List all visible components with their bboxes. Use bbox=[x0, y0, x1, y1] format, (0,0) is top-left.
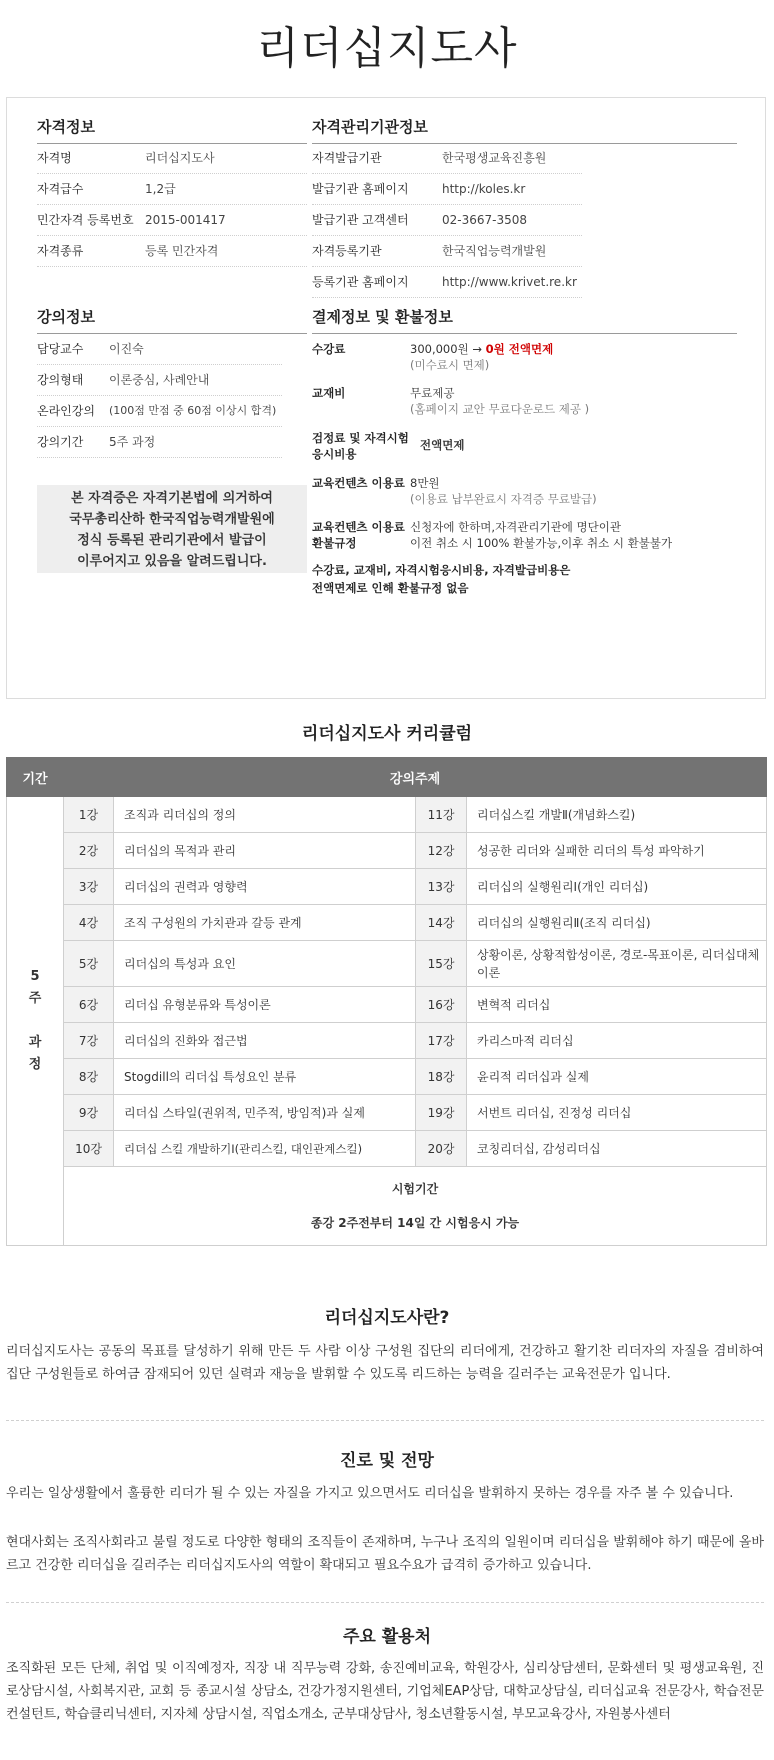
lesson-topic: 상황이론, 상황적합성이론, 경로-목표이론, 리더십대체이론 bbox=[467, 941, 767, 987]
refund-note bbox=[312, 561, 722, 597]
qual-row bbox=[37, 236, 307, 267]
lesson-number: 15강 bbox=[416, 941, 467, 987]
lesson-topic: 리더십 유형분류와 특성이론 bbox=[114, 987, 416, 1023]
lesson-number: 9강 bbox=[64, 1095, 114, 1131]
period-text: 주 bbox=[28, 991, 42, 1006]
org-row bbox=[312, 174, 582, 205]
lecture-row bbox=[37, 365, 282, 396]
career-title: 진로 및 전망 bbox=[340, 1451, 434, 1471]
lesson-number: 5강 bbox=[64, 941, 114, 987]
exam-row bbox=[7, 1167, 767, 1246]
curriculum-title: 리더십지도사 커리큘럼 bbox=[301, 724, 473, 744]
lecture-row bbox=[37, 334, 282, 365]
lesson-topic: 조직과 리더십의 정의 bbox=[114, 797, 416, 833]
period-cell bbox=[7, 797, 64, 1246]
payment-title: 결제정보 및 환불정보 bbox=[312, 306, 737, 334]
curriculum-table bbox=[6, 757, 767, 1246]
lesson-topic: 윤리적 리더십과 실제 bbox=[467, 1059, 767, 1095]
lesson-number: 18강 bbox=[416, 1059, 467, 1095]
refund-value: 신청자에 한하며,자격관리기관에 명단이관 bbox=[410, 520, 621, 534]
lecture-row-label: 강의형태 bbox=[37, 373, 84, 387]
qual-row-label: 민간자격 등록번호 bbox=[37, 213, 134, 227]
org-row-label: 발급기관 고객센터 bbox=[312, 213, 409, 227]
lesson-topic: 리더십스킬 개발Ⅱ(개념화스킬) bbox=[467, 797, 767, 833]
lesson-topic: 성공한 리더와 실패한 리더의 특성 파악하기 bbox=[467, 833, 767, 869]
usage-text: 조직화된 모든 단체, 취업 및 이직예정자, 직장 내 직무능력 강화, 송진예비교육, 학원강사, 심리상담센터, 문화센터 및 평생교육원, 진로상담시설, 사회복지관, 교회 등 종교시설 상담소, 건강가정지원센터, 기업체EAP상담, 대학교상담실, 리더십교육 전문강사, 학습전문컨설턴트, 학습클리닉센터, 지자체 상담시설, 직업소개소, 군부대상담사, 청소년활동시설, 부모교육강사, 자원봉사센터 bbox=[6, 1661, 764, 1722]
table-row bbox=[7, 905, 767, 941]
lesson-topic: 서번트 리더십, 진정성 리더십 bbox=[467, 1095, 767, 1131]
table-row bbox=[7, 987, 767, 1023]
table-row bbox=[7, 869, 767, 905]
textbook-label: 교재비 bbox=[312, 386, 346, 400]
career-text-1: 우리는 일상생활에서 훌륭한 리더가 될 수 있는 자질을 가지고 있으면서도 리더십을 발휘하지 못하는 경우를 자주 볼 수 있습니다. bbox=[6, 1486, 734, 1501]
lesson-number: 4강 bbox=[64, 905, 114, 941]
lecture-row bbox=[37, 396, 282, 427]
arrow-icon: → bbox=[472, 342, 482, 356]
textbook-sub: (홈페이지 교안 무료다운로드 제공 ) bbox=[410, 402, 590, 416]
lecture-row-value: (100점 만점 중 60점 이상시 합격) bbox=[109, 404, 277, 417]
lesson-topic: 코칭리더십, 감성리더십 bbox=[467, 1131, 767, 1167]
tuition-free: 0원 전액면제 bbox=[485, 342, 554, 356]
page-title: 리더십지도사 bbox=[256, 23, 518, 74]
usage-title: 주요 활용처 bbox=[342, 1627, 432, 1647]
exam-period-desc: 종강 2주전부터 14일 간 시험응시 가능 bbox=[310, 1216, 520, 1230]
exam-period-cell bbox=[64, 1167, 767, 1246]
notice-line: 이루어지고 있음을 알려드립니다. bbox=[77, 554, 267, 569]
org-row-value: 02-3667-3508 bbox=[442, 213, 528, 227]
about-title: 리더십지도사란? bbox=[324, 1308, 450, 1328]
table-row bbox=[7, 941, 767, 987]
lesson-topic: 리더십의 실행원리Ⅰ(개인 리더십) bbox=[467, 869, 767, 905]
lesson-number: 19강 bbox=[416, 1095, 467, 1131]
org-row-value: 한국직업능력개발원 bbox=[442, 244, 547, 258]
col-header-period: 기간 bbox=[7, 758, 64, 797]
qual-row-label: 자격급수 bbox=[37, 182, 84, 196]
lecture-row-value: 5주 과정 bbox=[109, 435, 156, 449]
lecture-row bbox=[37, 427, 282, 458]
qual-row-value: 2015-001417 bbox=[145, 213, 226, 227]
lesson-number: 8강 bbox=[64, 1059, 114, 1095]
table-row bbox=[7, 1023, 767, 1059]
lesson-number: 20강 bbox=[416, 1131, 467, 1167]
refund-label: 교육컨텐츠 이용료 bbox=[312, 520, 405, 534]
qual-row-value: 리더십지도사 bbox=[145, 151, 215, 165]
table-row bbox=[7, 1131, 767, 1167]
refund-label: 환불규정 bbox=[312, 536, 357, 550]
org-row-value: 한국평생교육진흥원 bbox=[442, 151, 547, 165]
qual-info-title: 자격정보 bbox=[37, 116, 307, 144]
org-row-label: 자격발급기관 bbox=[312, 151, 382, 165]
textbook-value: 무료제공 bbox=[410, 386, 455, 400]
table-row bbox=[7, 797, 767, 833]
org-row bbox=[312, 267, 582, 298]
lesson-topic: 리더십의 실행원리Ⅱ(조직 리더십) bbox=[467, 905, 767, 941]
org-row bbox=[312, 236, 582, 267]
tuition-label: 수강료 bbox=[312, 342, 346, 356]
content-fee-sub: (이용료 납부완료시 자격증 무료발급) bbox=[410, 492, 597, 506]
notice-line: 정식 등록된 관리기관에서 발급이 bbox=[77, 533, 267, 548]
refund-note-line: 수강료, 교재비, 자격시험응시비용, 자격발급비용은 bbox=[312, 563, 571, 577]
col-header-topic: 강의주제 bbox=[64, 758, 767, 797]
tuition-sub: (미수료시 면제) bbox=[410, 358, 490, 372]
lecture-row-value: 이론중심, 사례안내 bbox=[109, 373, 210, 387]
table-row bbox=[7, 1059, 767, 1095]
lesson-topic: 리더십의 진화와 접근법 bbox=[114, 1023, 416, 1059]
section-divider bbox=[6, 1420, 764, 1421]
lesson-topic: 리더십 스타일(권위적, 민주적, 방임적)과 실제 bbox=[114, 1095, 416, 1131]
lesson-number: 16강 bbox=[416, 987, 467, 1023]
exam-fee-value: 전액면제 bbox=[420, 438, 465, 452]
notice-line: 본 자격증은 자격기본법에 의거하여 bbox=[71, 491, 273, 506]
lesson-topic: 조직 구성원의 가치관과 갈등 관계 bbox=[114, 905, 416, 941]
lesson-number: 7강 bbox=[64, 1023, 114, 1059]
period-text: 과 bbox=[28, 1035, 42, 1050]
tuition-price: 300,000원 bbox=[410, 342, 469, 356]
lecture-row-label: 강의기간 bbox=[37, 435, 84, 449]
lesson-number: 3강 bbox=[64, 869, 114, 905]
exam-period-title: 시험기간 bbox=[391, 1182, 439, 1196]
qual-row bbox=[37, 205, 307, 236]
period-spacer bbox=[7, 1010, 63, 1032]
exam-fee-label: 응시비용 bbox=[312, 447, 357, 461]
org-row-label: 자격등록기관 bbox=[312, 244, 382, 258]
info-box bbox=[6, 97, 766, 699]
lecture-row-label: 담당교수 bbox=[37, 342, 84, 356]
notice-line: 국무총리산하 한국직업능력개발원에 bbox=[69, 512, 275, 527]
lesson-number: 12강 bbox=[416, 833, 467, 869]
qual-row bbox=[37, 174, 307, 205]
lesson-number: 1강 bbox=[64, 797, 114, 833]
org-homepage-link[interactable]: http://koles.kr bbox=[442, 182, 526, 196]
lesson-number: 17강 bbox=[416, 1023, 467, 1059]
lecture-row-label: 온라인강의 bbox=[37, 404, 95, 418]
content-fee-label: 교육컨텐츠 이용료 bbox=[312, 476, 405, 490]
qual-row-value: 1,2급 bbox=[145, 182, 176, 196]
period-text: 정 bbox=[28, 1057, 42, 1072]
table-row bbox=[7, 1095, 767, 1131]
refund-value: 이전 취소 시 100% 환불가능,이후 취소 시 환불불가 bbox=[410, 536, 673, 550]
career-text-2: 현대사회는 조직사회라고 불릴 정도로 다양한 형태의 조직들이 존재하며, 누구나 조직의 일원이며 리더십을 발휘해야 하기 때문에 올바르고 건강한 리더십을 길러주는 리더십지도사의 역할이 확대되고 필요수요가 급격히 증가하고 있습니다. bbox=[6, 1535, 764, 1573]
lesson-topic: 카리스마적 리더십 bbox=[467, 1023, 767, 1059]
lesson-number: 2강 bbox=[64, 833, 114, 869]
lecture-info-title: 강의정보 bbox=[37, 306, 307, 334]
refund-note-line: 전액면제로 인해 환불규정 없음 bbox=[312, 581, 469, 595]
content-fee-value: 8만원 bbox=[410, 476, 440, 490]
section-divider bbox=[6, 1602, 764, 1603]
qual-row bbox=[37, 143, 307, 174]
certificate-notice bbox=[37, 485, 307, 573]
registry-homepage-link[interactable]: http://www.krivet.re.kr bbox=[442, 275, 577, 289]
qual-row-label: 자격종류 bbox=[37, 244, 84, 258]
lesson-topic: 리더십의 목적과 관리 bbox=[114, 833, 416, 869]
org-row bbox=[312, 205, 582, 236]
qual-row-label: 자격명 bbox=[37, 151, 72, 165]
lesson-number: 14강 bbox=[416, 905, 467, 941]
lesson-number: 6강 bbox=[64, 987, 114, 1023]
lesson-topic: Stogdill의 리더십 특성요인 분류 bbox=[114, 1059, 416, 1095]
lesson-topic: 변혁적 리더십 bbox=[467, 987, 767, 1023]
org-info-title: 자격관리기관정보 bbox=[312, 116, 737, 144]
lesson-number: 13강 bbox=[416, 869, 467, 905]
lecture-row-value: 이진숙 bbox=[109, 342, 144, 356]
qual-row-value: 등록 민간자격 bbox=[145, 244, 219, 258]
lesson-topic: 리더십 스킬 개발하기Ⅰ(관리스킬, 대인관계스킬) bbox=[114, 1131, 416, 1167]
lesson-topic: 리더십의 특성과 요인 bbox=[114, 941, 416, 987]
lesson-number: 10강 bbox=[64, 1131, 114, 1167]
lesson-topic: 리더십의 권력과 영향력 bbox=[114, 869, 416, 905]
about-text: 리더십지도사는 공동의 목표를 달성하기 위해 만든 두 사람 이상 구성원 집단의 리더에게, 건강하고 활기찬 리더자의 자질을 겸비하여 집단 구성원들로 하여금 잠재되어 있던 실력과 재능을 발휘할 수 있도록 리드하는 능력을 길러주는 교육전문가 입니다. bbox=[6, 1344, 764, 1382]
period-text: 5 bbox=[30, 969, 40, 984]
exam-fee-label: 검정료 및 자격시험 bbox=[312, 431, 409, 445]
table-row bbox=[7, 833, 767, 869]
org-row-label: 발급기관 홈페이지 bbox=[312, 182, 409, 196]
org-row-label: 등록기관 홈페이지 bbox=[312, 275, 409, 289]
org-row bbox=[312, 143, 582, 174]
lesson-number: 11강 bbox=[416, 797, 467, 833]
